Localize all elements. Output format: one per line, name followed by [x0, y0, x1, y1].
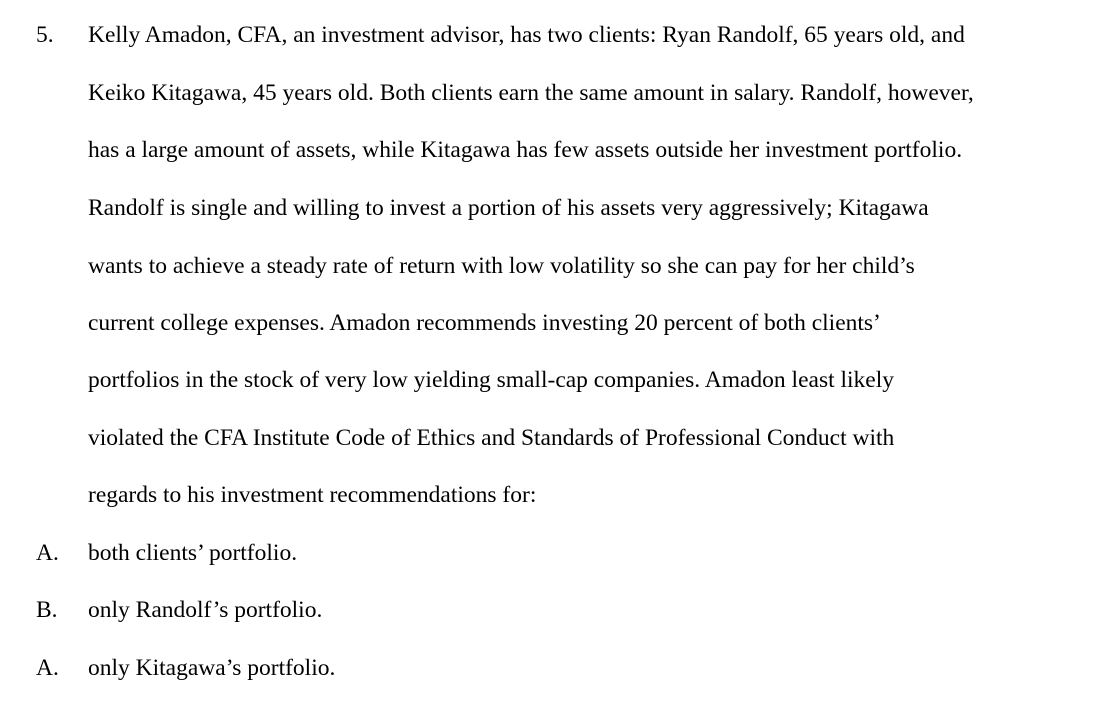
option-label: A.: [36, 540, 59, 566]
question-stem-text: Randolf is single and willing to invest a portion of his assets very aggressively; Kitagawa: [88, 195, 929, 221]
question-number: 5.: [36, 22, 54, 48]
option-text: only Kitagawa’s portfolio.: [88, 655, 336, 681]
question-stem-text: has a large amount of assets, while Kitagawa has few assets outside her investment portfolio.: [88, 137, 963, 163]
question-stem-text: current college expenses. Amadon recommends investing 20 percent of both clients’: [88, 310, 881, 336]
option-text: both clients’ portfolio.: [88, 540, 298, 566]
question-stem-text: violated the CFA Institute Code of Ethics and Standards of Professional Conduct with: [88, 425, 895, 451]
option-label: B.: [36, 597, 58, 623]
question-stem-text: wants to achieve a steady rate of return with low volatility so she can pay for her child’s: [88, 253, 915, 279]
question-stem-text: portfolios in the stock of very low yielding small-cap companies. Amadon least likely: [88, 367, 895, 393]
question-stem-text: Kelly Amadon, CFA, an investment advisor, has two clients: Ryan Randolf, 65 years old, and: [88, 22, 965, 48]
option-text: only Randolf’s portfolio.: [88, 597, 323, 623]
option-label: A.: [36, 655, 59, 681]
question-stem-text: regards to his investment recommendations for:: [88, 482, 537, 508]
question-stem-text: Keiko Kitagawa, 45 years old. Both clients earn the same amount in salary. Randolf, however,: [88, 80, 974, 106]
